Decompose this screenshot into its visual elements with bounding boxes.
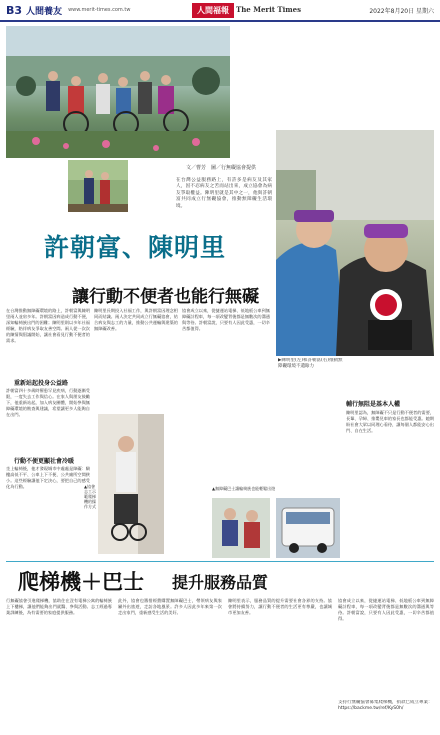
section-divider (6, 561, 434, 562)
story1-body-5: 協會成立以來，從捷運站電梯、低地板公車到無障礙計程車，每一項改變背後都是無數次的溝通與等待。許朝富說，只要有人因此受惠，一切辛苦都值得。 (182, 308, 270, 331)
story1-caption-right: ▶陳明里(左)和許朝富(右)推動無障礙環境不遺餘力 (278, 358, 343, 369)
photo-two-people-image (276, 130, 434, 356)
section-name: 人間養友 (26, 6, 63, 17)
photo-group-outing-image (6, 26, 230, 158)
newspaper-logo: 人間福報 (192, 3, 234, 18)
story2-body-1: 行無礙協會引進爬梯機，協助住在沒有電梯公寓的輪椅族上下樓梯，讓他們能夠出門就醫、參與活動。志工經過專業訓練後，為有需要的家庭提供服務。 (6, 598, 112, 615)
photo-stair-climber (98, 414, 164, 554)
story2-caption-left: ▲協會志工示範爬梯機的操作方式 (84, 484, 96, 509)
photo-group-outing (6, 26, 230, 158)
story2-footer[interactable]: 支持行無礙協會募集爬梯機，捐款已成立專案：https://backme.tw/ref/KyS0h/ (338, 700, 433, 711)
photo-volunteer-demo-image (212, 498, 270, 558)
story1-subtitle: 讓行動不便者也能行無礙 (72, 287, 259, 307)
story2-body-extra: 協會成立以來，從捷運站電梯、低地板公車到無障礙計程車，每一項改變背後都是無數次的溝通與等待。許朝富說，只要有人因此受惠，一切辛苦都值得。 (338, 598, 434, 621)
story2-title: 爬梯機＋巴士 (18, 570, 144, 594)
photo-bus (276, 498, 340, 558)
photo-bus-image (276, 498, 340, 558)
story1-heading-2: 行動不便更顯社會冷暖 (14, 458, 75, 465)
story1-heading-1: 重新站起投身公益路 (14, 380, 69, 387)
story1-lead: 在台灣公益服務路上，有許多是病友及其家人，因不忍病友之苦而站出來，成立協會為病友爭取權益。陳明里就是其中之一，他與許朝富共同成立行無礙協會，推動無障礙生活環境。 (176, 178, 272, 209)
story1-title: 許朝富、陳明里 (44, 233, 227, 262)
story1-heading-4: 輔行無阻是基本人權 (346, 401, 401, 408)
photo-inset-pair-image (68, 160, 128, 212)
photo-volunteer-demo (212, 498, 270, 558)
story1-body-2: 許朝富四十多歲時罹患罕見疾病，行動逐漸受限，一度失去工作與信心。在家人與朋友鼓勵下，他重新站起，加入病友團體，開始參與無障礙環境的勘查與建議，希望讓更多人能夠自在出門。 (6, 388, 90, 417)
story1-body-1: 在台灣推動無障礙環境的路上，許朝富與陳明里兩人並肩多年。許朝富因病造成行動不便，深知輪椅族出門的困難；陳明里則以多年社福經驗，陪伴病友爭取友善空間。兩人從一次次的陳情與倡議開始，讓社會看見行動不便者的需求。 (6, 308, 90, 343)
story1-body-4: 陳明里長期投入社福工作，與許朝富因理念相同而結識。兩人決定共同成立行無礙協會，結合病友與志工的力量，推動公共運輸與建築的無障礙改善。 (94, 308, 178, 331)
issue-date: 2022年8月20日 星期六 (369, 8, 434, 15)
newspaper-logo-en: The Merit Times (236, 5, 302, 14)
photo-inset-pair (68, 160, 128, 212)
story2-caption-right: ▲無障礙巴士讓輪椅族也能輕鬆出遊 (212, 486, 276, 491)
story1-author: 文／曹芳 圖／行無礙協會提供 (186, 165, 257, 171)
site-url[interactable]: www.merit-times.com.tw (68, 7, 131, 13)
story2-subtitle: 提升服務品質 (172, 573, 269, 592)
story1-body-6: 陳明里認為，無障礙不只是行動不便者的需要，長輩、孕婦、推嬰兒車的家長也都能受惠。她期盼社會大眾以同理心看待，讓每個人都能安心出門、自在生活。 (346, 410, 434, 433)
photo-stair-climber-image (98, 414, 164, 554)
story2-body-3: 陳明里表示，服務品質的提升需要社會各界的支持。協會將持續努力，讓行動不便者的生活更有尊嚴，也讓城市更加友善。 (228, 598, 332, 615)
story2-body-2: 此外，協會也籌措經費購置無障礙巴士，帶領病友與家屬外出旅遊，走訪各地風景。許多人因此多年來第一次走出家門，重新感受生活的美好。 (118, 598, 222, 615)
photo-two-people (276, 130, 434, 356)
story1-body-3: 坐上輪椅後，他才發現城市中處處是障礙：騎樓高低不平、公車上下不便、公共廁所空間狹小。這些經驗讓他下定決心，要把自己的感受化為行動。 (6, 466, 90, 489)
section-number: B3 (6, 3, 23, 17)
